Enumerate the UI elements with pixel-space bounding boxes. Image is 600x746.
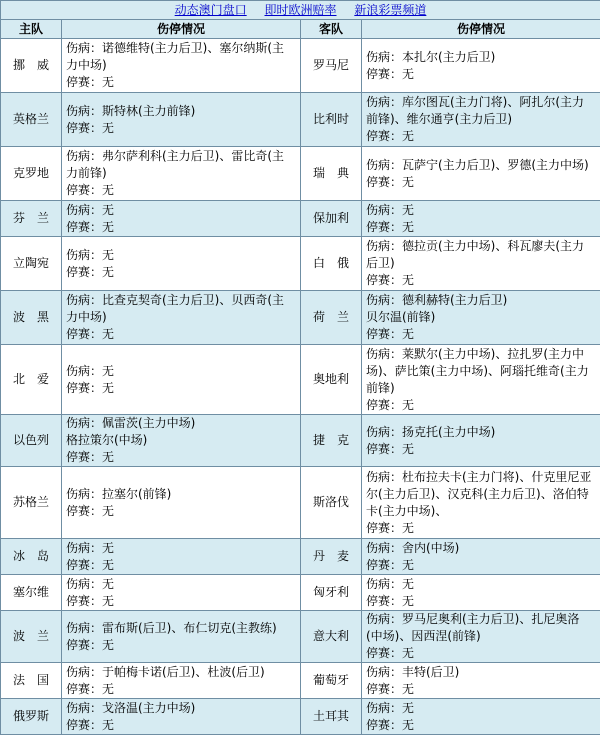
away-info-line: 伤病：罗马尼奥利(主力后卫)、扎尼奥洛(中场)、因西涅(前锋) (366, 612, 580, 643)
home-info-line: 伤病：雷布斯(后卫)、布仁切克(主教练) (66, 620, 277, 635)
away-info-line: 伤病：德利赫特(主力后卫) (366, 293, 508, 307)
home-team-name: 法 国 (1, 663, 62, 699)
home-injury-info (62, 345, 301, 415)
away-info-line: 伤病：德拉贡(主力中场)、科瓦廖夫(主力后卫) (366, 239, 585, 270)
header-home: 主队 (1, 20, 62, 39)
away-info-line: 贝尔温(前锋) (366, 310, 436, 324)
home-info-line: 停赛：无 (66, 593, 115, 608)
link-europe-odds[interactable]: 即时欧洲赔率 (264, 2, 337, 17)
away-info-line: 停赛：无 (366, 327, 415, 341)
table-row (1, 39, 600, 93)
away-info-line: 伤病：无 (366, 202, 415, 217)
away-info-line: 停赛：无 (366, 174, 415, 189)
home-info-line: 伤病：无 (66, 247, 115, 262)
home-team-name: 立陶宛 (1, 237, 62, 291)
away-info-line: 停赛：无 (366, 593, 415, 608)
link-macau-odds[interactable]: 动态澳门盘口 (174, 2, 247, 17)
home-team-name: 克罗地 (1, 147, 62, 201)
header-away: 客队 (301, 20, 362, 39)
home-info-line: 伤病：无 (66, 540, 115, 555)
home-team-name: 挪 威 (1, 39, 62, 93)
away-team-name: 葡萄牙 (301, 663, 362, 699)
table-row (1, 345, 600, 415)
home-injury-info (62, 201, 301, 237)
away-injury-info (362, 291, 600, 345)
header-home-info: 伤停情况 (62, 20, 301, 39)
table-row (1, 663, 600, 699)
home-team-name: 冰 岛 (1, 539, 62, 575)
away-team-name: 瑞 典 (301, 147, 362, 201)
home-team-name: 塞尔维 (1, 575, 62, 611)
away-team-name: 意大利 (301, 611, 362, 663)
home-info-line: 伤病：弗尔萨利科(主力后卫)、雷比奇(主力前锋) (66, 149, 285, 180)
away-injury-info (362, 699, 600, 735)
away-info-line: 停赛：无 (366, 646, 415, 660)
home-info-line: 停赛：无 (66, 717, 115, 732)
away-team-name: 保加利 (301, 201, 362, 237)
away-info-line: 停赛：无 (366, 129, 415, 143)
away-info-line: 停赛：无 (366, 273, 415, 287)
away-info-line: 伤病：扬克托(主力中场) (366, 424, 496, 439)
home-info-line: 伤病：于帕梅卡诺(后卫)、杜波(后卫) (66, 664, 265, 679)
away-info-line: 伤病：库尔图瓦(主力门将)、阿扎尔(主力前锋)、维尔通亨(主力后卫) (366, 95, 585, 126)
away-info-line: 停赛：无 (366, 681, 415, 696)
away-info-line: 停赛：无 (366, 219, 415, 234)
away-info-line: 停赛：无 (366, 557, 415, 572)
home-info-line: 停赛：无 (66, 75, 115, 89)
home-injury-info (62, 663, 301, 699)
away-team-name: 奥地利 (301, 345, 362, 415)
table-row (1, 147, 600, 201)
home-info-line: 停赛：无 (66, 503, 115, 518)
home-injury-info (62, 539, 301, 575)
away-info-line: 伤病：瓦萨宁(主力后卫)、罗德(主力中场) (366, 157, 589, 172)
table-row (1, 539, 600, 575)
away-team-name: 斯洛伐 (301, 467, 362, 539)
home-injury-info (62, 93, 301, 147)
link-sina-lottery[interactable]: 新浪彩票频道 (354, 2, 427, 17)
home-injury-info (62, 147, 301, 201)
home-info-line: 停赛：无 (66, 681, 115, 696)
away-info-line: 伤病：莱默尔(主力中场)、拉扎罗(主力中场)、萨比策(主力中场)、阿瑙托维奇(主力前锋) (366, 346, 589, 395)
away-injury-info (362, 575, 600, 611)
table-row (1, 93, 600, 147)
home-info-line: 格拉策尔(中场) (66, 433, 148, 447)
home-info-line: 伤病：斯特林(主力前锋) (66, 103, 196, 118)
away-injury-info (362, 39, 600, 93)
home-injury-info (62, 415, 301, 467)
home-info-line: 停赛：无 (66, 637, 115, 652)
away-info-line: 伤病：丰特(后卫) (366, 664, 460, 679)
away-team-name: 土耳其 (301, 699, 362, 735)
away-injury-info (362, 467, 600, 539)
away-team-name: 荷 兰 (301, 291, 362, 345)
away-injury-info (362, 345, 600, 415)
away-info-line: 停赛：无 (366, 441, 415, 456)
home-injury-info (62, 237, 301, 291)
away-injury-info (362, 415, 600, 467)
home-team-name: 波 黑 (1, 291, 62, 345)
away-info-line: 伤病：无 (366, 576, 415, 591)
home-injury-info (62, 611, 301, 663)
away-team-name: 罗马尼 (301, 39, 362, 93)
away-team-name: 白 俄 (301, 237, 362, 291)
away-info-line: 伤病：本扎尔(主力后卫) (366, 49, 496, 64)
away-info-line: 停赛：无 (366, 520, 415, 535)
table-row (1, 611, 600, 663)
home-info-line: 停赛：无 (66, 183, 115, 197)
away-info-line: 伤病：舍内(中场) (366, 540, 460, 555)
home-injury-info (62, 467, 301, 539)
table-row (1, 237, 600, 291)
home-info-line: 伤病：无 (66, 363, 115, 378)
home-injury-info (62, 39, 301, 93)
away-info-line: 伤病：无 (366, 700, 415, 715)
away-team-name: 丹 麦 (301, 539, 362, 575)
home-info-line: 停赛：无 (66, 327, 115, 341)
away-injury-info (362, 663, 600, 699)
home-info-line: 伤病：诺德维特(主力后卫)、塞尔纳斯(主力中场) (66, 41, 285, 72)
header-away-info: 伤停情况 (362, 20, 600, 39)
away-info-line: 停赛：无 (366, 397, 415, 412)
table-row (1, 415, 600, 467)
table-row (1, 467, 600, 539)
away-injury-info (362, 539, 600, 575)
away-injury-info (362, 201, 600, 237)
links-bar (1, 1, 600, 20)
away-info-line: 停赛：无 (366, 717, 415, 732)
table-row (1, 291, 600, 345)
home-info-line: 伤病：佩雷茨(主力中场) (66, 416, 196, 430)
home-info-line: 伤病：拉塞尔(前锋) (66, 486, 172, 501)
away-injury-info (362, 237, 600, 291)
table-row (1, 575, 600, 611)
home-info-line: 停赛：无 (66, 380, 115, 395)
home-info-line: 停赛：无 (66, 557, 115, 572)
links-cell (1, 1, 600, 20)
away-team-name: 比利时 (301, 93, 362, 147)
home-team-name: 俄罗斯 (1, 699, 62, 735)
home-info-line: 伤病：比查克契奇(主力后卫)、贝西奇(主力中场) (66, 293, 285, 324)
away-team-name: 捷 克 (301, 415, 362, 467)
home-team-name: 以色列 (1, 415, 62, 467)
header-row (1, 20, 600, 39)
home-info-line: 伤病：无 (66, 576, 115, 591)
away-injury-info (362, 93, 600, 147)
home-info-line: 停赛：无 (66, 120, 115, 135)
home-team-name: 芬 兰 (1, 201, 62, 237)
home-team-name: 波 兰 (1, 611, 62, 663)
home-info-line: 停赛：无 (66, 219, 115, 234)
home-injury-info (62, 699, 301, 735)
home-team-name: 北 爱 (1, 345, 62, 415)
table-row (1, 699, 600, 735)
home-info-line: 伤病：戈洛温(主力中场) (66, 700, 196, 715)
home-info-line: 停赛：无 (66, 264, 115, 279)
home-injury-info (62, 575, 301, 611)
away-injury-info (362, 611, 600, 663)
home-info-line: 停赛：无 (66, 450, 115, 464)
away-injury-info (362, 147, 600, 201)
away-info-line: 伤病：杜布拉夫卡(主力门将)、什克里尼亚尔(主力后卫)、汉克科(主力后卫)、洛伯特卡(主力中场)、 (366, 469, 592, 518)
away-team-name: 匈牙利 (301, 575, 362, 611)
home-info-line: 伤病：无 (66, 202, 115, 217)
home-injury-info (62, 291, 301, 345)
away-info-line: 停赛：无 (366, 66, 415, 81)
table-row (1, 201, 600, 237)
home-team-name: 苏格兰 (1, 467, 62, 539)
home-team-name: 英格兰 (1, 93, 62, 147)
